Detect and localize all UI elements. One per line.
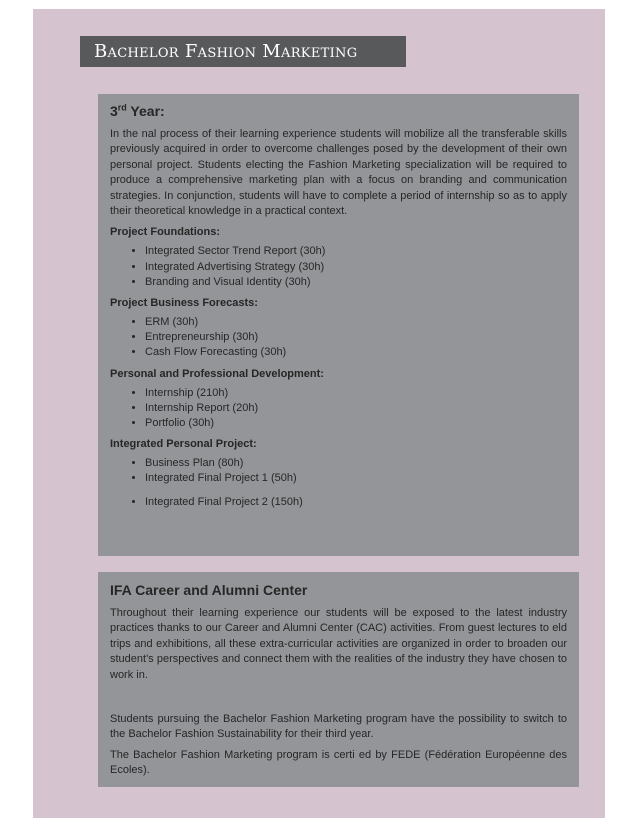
list-item: • Business Plan (80h) — [145, 456, 567, 471]
section-label-development: Personal and Professional Development: — [110, 367, 324, 380]
list-item: • Internship Report (20h) — [145, 401, 567, 416]
spacer — [110, 683, 567, 712]
list-business-forecasts — [110, 315, 567, 361]
section-label-business-forecasts: Project Business Forecasts: — [110, 297, 258, 310]
career-panel — [98, 572, 579, 787]
list-item: • Internship (210h) — [145, 386, 567, 401]
third-year-heading — [110, 102, 567, 120]
list-item: • Entrepreneurship (30h) — [145, 330, 567, 345]
list-item: • Integrated Final Project 2 (150h) — [145, 495, 567, 510]
third-year-intro: In the nal process of their learning experience students will mobilize all the transferable skills previously acquired in order to overcome challenges posed by the development of their own personal project. Students electing the Fashion Marketing specialization will be required to produce a comprehensive marketing plan with a focus on branding and communication strategies. In conjunction, students will have to complete a period of internship so as to apply their theoretical knowledge in a practical context. — [110, 128, 567, 218]
heading-ordinal: rd — [117, 102, 127, 113]
heading-number: 3 — [110, 103, 118, 119]
list-item: • Cash Flow Forecasting (30h) — [145, 345, 567, 360]
list-item: • ERM (30h) — [145, 315, 567, 330]
list-personal-project — [110, 456, 567, 510]
page-title: Bachelor Fashion Marketing — [80, 36, 406, 67]
list-item: • Integrated Final Project 1 (50h) — [145, 471, 567, 486]
list-item: • Branding and Visual Identity (30h) — [145, 275, 567, 290]
third-year-panel — [98, 94, 579, 556]
career-heading: IFA Career and Alumni Center — [110, 582, 308, 598]
list-item: • Portfolio (30h) — [145, 416, 567, 431]
heading-year: Year: — [126, 103, 165, 119]
list-item: • Integrated Advertising Strategy (30h) — [145, 260, 567, 275]
list-development — [110, 386, 567, 432]
career-paragraph-2: Students pursuing the Bachelor Fashion Marketing program have the possibility to switch to the Bachelor Fashion Sustainability for their third year. — [110, 713, 567, 741]
career-paragraph-1: Throughout their learning experience our students will be exposed to the latest industry practices thanks to our Career and Alumni Center (CAC) activities. From guest lectures to eld trips and exhibitions, all these extra-curricular activities are organized in order to broaden our student's perspectives and connect them with the realities of the industry they have chosen to work in. — [110, 607, 567, 681]
section-label-foundations: Project Foundations: — [110, 226, 220, 239]
career-paragraph-3: The Bachelor Fashion Marketing program is certi ed by FEDE (Fédération Européenne des Ecoles). — [110, 748, 567, 777]
list-item: • Integrated Sector Trend Report (30h) — [145, 244, 567, 259]
section-label-personal-project: Integrated Personal Project: — [110, 438, 257, 451]
list-foundations — [110, 244, 567, 290]
